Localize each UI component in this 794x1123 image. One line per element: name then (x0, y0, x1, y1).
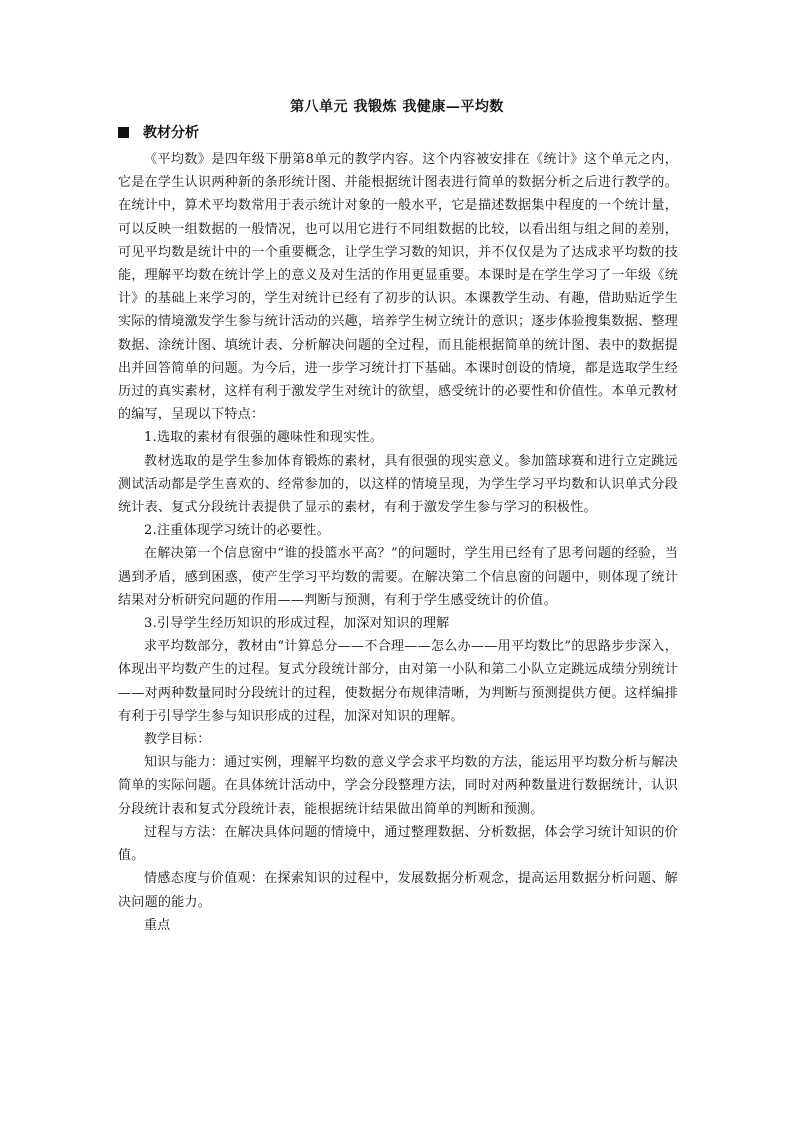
section-heading-text: 教材分析 (143, 125, 199, 141)
square-bullet-icon (118, 127, 129, 138)
teaching-goals-heading: 教学目标： (144, 732, 211, 748)
paragraph-point-3: 求平均数部分，教材由“计算总分——不合理——怎么办——用平均数比”的思路步步深入，体现出平均数产生的过程。复式分段统计部分，由对第一小队和第二小队立定跳远成绩分别统计——对两种数量同时分段统计的过程，使数据分布规律清晰，为判断与预测提供方便。这样编排有利于引导学生参与知识形成的过程，加深对知识的理解。 (118, 639, 678, 724)
point-heading-3: 3.引导学生经历知识的形成过程，加深对知识的理解 (144, 616, 450, 632)
document-body (118, 148, 678, 937)
paragraph-intro: 《平均数》是四年级下册第8单元的教学内容。这个内容被安排在《统计》这个单元之内，它是在学生认识两种新的条形统计图、并能根据统计图表进行简单的数据分析之后进行教学的。在统计中，算术平均数常用于表示统计对象的一般水平，它是描述数据集中程度的一个统计量，可以反映一组数据的一般情况，也可以用它进行不同组数据的比较，以看出组与组之间的差别，可见平均数是统计中的一个重要概念，让学生学习数的知识，并不仅仅是为了达成求平均数的技能，理解平均数在统计学上的意义及对生活的作用更显重要。本课时是在学生学习了一年级《统计》的基础上来学习的，学生对统计已经有了初步的认识。本课教学生动、有趣，借助贴近学生实际的情境激发学生参与统计活动的兴趣，培养学生树立统计的意识；逐步体验搜集数据、整理数据、涂统计图、填统计表、分析解决问题的全过程，而且能根据简单的统计图、表中的数据提出并回答简单的问题。为今后，进一步学习统计打下基础。本课时创设的情境，都是选取学生经历过的真实素材，这样有利于激发学生对统计的欲望，感受统计的必要性和价值性。本单元教材的编写，呈现以下特点： (118, 152, 678, 423)
goal-process: 过程与方法：在解决具体问题的情境中，通过整理数据、分析数据，体会学习统计知识的价值。 (118, 824, 678, 864)
point-heading-2: 2.注重体现学习统计的必要性。 (144, 523, 330, 539)
key-points-heading: 重点 (144, 917, 171, 933)
document-title: 第八单元 我锻炼 我健康—平均数 (290, 99, 504, 115)
point-heading-1: 1.选取的素材有很强的趣味性和现实性。 (144, 430, 384, 446)
goal-attitude: 情感态度与价值观：在探索知识的过程中，发展数据分析观念，提高运用数据分析问题、解决问题的能力。 (118, 871, 678, 910)
paragraph-point-2: 在解决第一个信息窗中“谁的投篮水平高？”的问题时，学生用已经有了思考问题的经验，当遇到矛盾，感到困惑，使产生学习平均数的需要。在解决第二个信息窗的问题中，则体现了统计结果对分析研究问题的作用——判断与预测，有利于学生感受统计的价值。 (118, 546, 678, 608)
goal-knowledge: 知识与能力：通过实例，理解平均数的意义学会求平均数的方法，能运用平均数分析与解决简单的实际问题。在具体统计活动中，学会分段整理方法，同时对两种数量进行数据统计，认识分段统计表和复式分段统计表，能根据统计结果做出简单的判断和预测。 (118, 755, 678, 817)
paragraph-point-1: 教材选取的是学生参加体育锻炼的素材，具有很强的现实意义。参加篮球赛和进行立定跳远测试活动都是学生喜欢的、经常参加的，以这样的情境呈现，为学生学习平均数和认识单式分段统计表、复式分段统计表提供了显示的素材，有利于激发学生参与学习的积极性。 (118, 453, 678, 516)
section-heading (118, 122, 199, 142)
